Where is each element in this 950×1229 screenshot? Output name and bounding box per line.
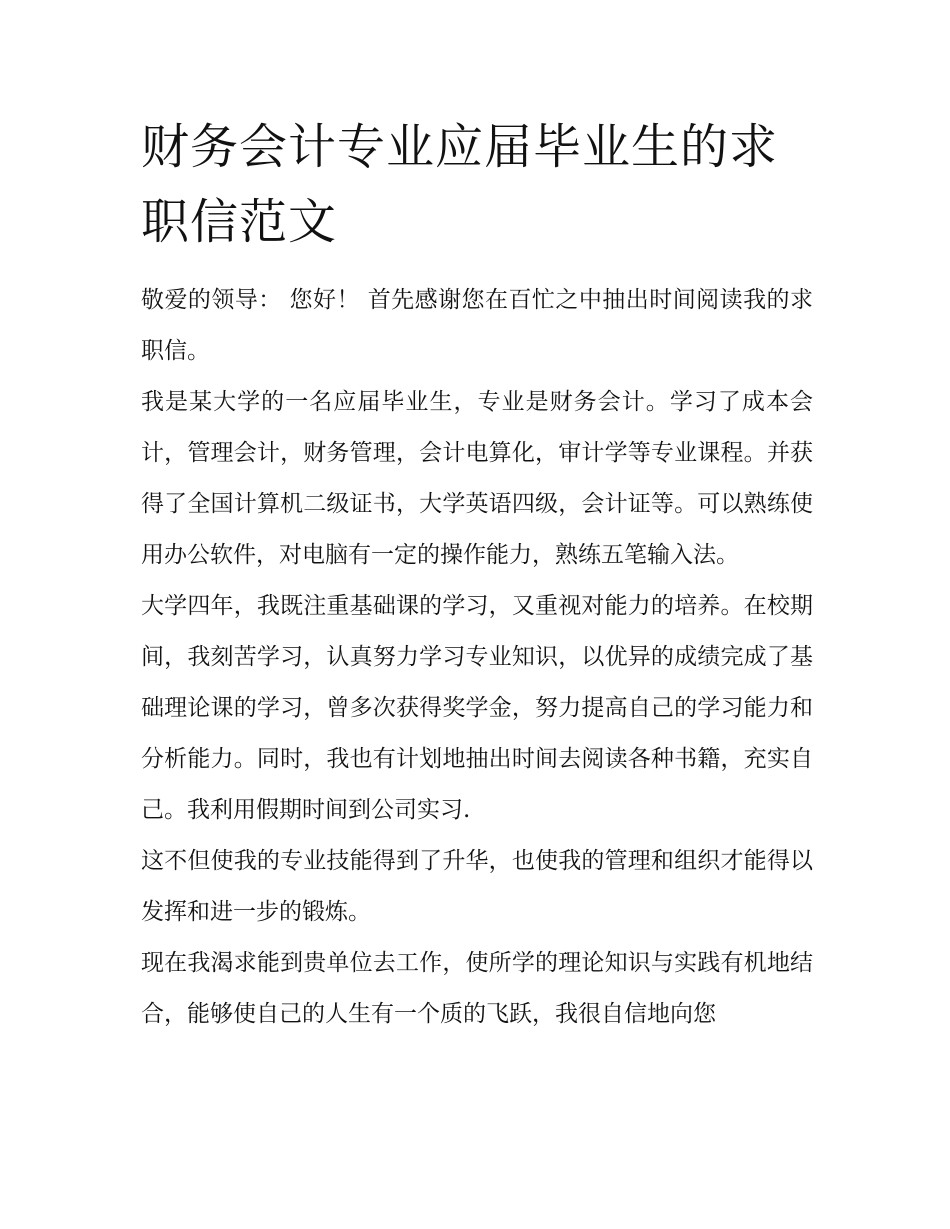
document-body: [141, 275, 813, 1040]
paragraph-internship-result: 这不但使我的专业技能得到了升华，也使我的管理和组织才能得以发挥和进一步的锻炼。: [141, 848, 813, 925]
paragraph-application: 现在我渴求能到贵单位去工作，使所学的理论知识与实践有机地结合，能够使自己的人生有一个质的飞跃，我很自信地向您: [141, 950, 813, 1027]
title-line-1: 财务会计专业应届毕业生的求: [141, 119, 779, 175]
document-content: [141, 110, 813, 1040]
title-line-2: 职信范文: [141, 194, 338, 250]
document-title: [141, 110, 813, 260]
paragraph-education: 我是某大学的一名应届毕业生，专业是财务会计。学习了成本会计，管理会计，财务管理，会计电算化，审计学等专业课程。并获得了全国计算机二级证书，大学英语四级，会计证等。可以熟练使用办公软件，对电脑有一定的操作能力，熟练五笔输入法。: [141, 389, 813, 568]
paragraph-salutation: 敬爱的领导： 您好！ 首先感谢您在百忙之中抽出时间阅读我的求职信。: [141, 287, 813, 364]
paragraph-university-years: 大学四年，我既注重基础课的学习，又重视对能力的培养。在校期间，我刻苦学习，认真努力学习专业知识，以优异的成绩完成了基础理论课的学习，曾多次获得奖学金，努力提高自己的学习能力和分析能力。同时，我也有计划地抽出时间去阅读各种书籍，充实自己。我利用假期时间到公司实习.: [141, 593, 813, 823]
